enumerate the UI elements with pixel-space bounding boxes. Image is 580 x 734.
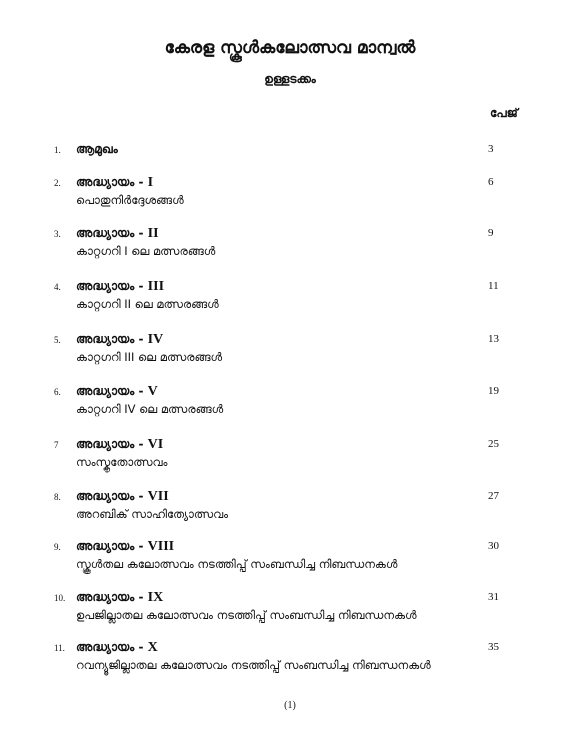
chapter-roman: III xyxy=(147,279,165,294)
page-number: 25 xyxy=(488,438,499,450)
page-column-header: പേജ് xyxy=(490,106,518,120)
chapter-label: അദ്ധ്യായം - xyxy=(76,332,148,346)
entry-number: 9. xyxy=(54,542,61,552)
chapter-label: ആമുഖം xyxy=(76,142,118,156)
chapter-title xyxy=(76,539,174,555)
toc-entry xyxy=(0,640,580,680)
page-number: 30 xyxy=(488,540,499,552)
chapter-roman: IX xyxy=(147,590,164,605)
entry-number: 4. xyxy=(54,282,61,292)
page-number: 27 xyxy=(488,490,499,502)
entry-number: 11. xyxy=(54,643,65,653)
document-title: കേരള സ്കൂൾകലോത്സവ മാന്വൽ xyxy=(164,38,416,58)
chapter-roman: VI xyxy=(147,437,164,452)
chapter-title xyxy=(76,437,163,453)
chapter-label: അദ്ധ്യായം - xyxy=(76,175,148,189)
toc-entry xyxy=(0,489,580,529)
entry-number: 10. xyxy=(54,593,66,603)
chapter-title xyxy=(76,384,158,400)
chapter-title xyxy=(76,142,118,158)
entry-number: 3. xyxy=(54,229,61,239)
chapter-description: പൊതുനിർദ്ദേശങ്ങൾ xyxy=(76,193,184,207)
chapter-label: അദ്ധ്യായം - xyxy=(76,640,148,654)
toc-entry xyxy=(0,226,580,266)
entry-number: 7 xyxy=(54,440,59,450)
chapter-title xyxy=(76,489,169,505)
chapter-description: റവന്യൂജില്ലാതല കലോത്സവം നടത്തിപ്പ് സംബന്ധിച്ച നിബന്ധനകൾ xyxy=(76,658,431,672)
contents-heading: ഉള്ളടക്കം xyxy=(264,72,316,86)
chapter-description: കാറ്റഗറി I ലെ മത്സരങ്ങൾ xyxy=(76,244,216,258)
chapter-description: കാറ്റഗറി II ലെ മത്സരങ്ങൾ xyxy=(76,297,219,311)
chapter-label: അദ്ധ്യായം - xyxy=(76,590,148,604)
page-number: 31 xyxy=(488,591,499,603)
entry-number: 5. xyxy=(54,335,61,345)
entry-number: 6. xyxy=(54,387,61,397)
toc-entry xyxy=(0,332,580,372)
chapter-title xyxy=(76,175,153,191)
toc-entry xyxy=(0,384,580,424)
chapter-roman: IV xyxy=(147,332,164,347)
chapter-label: അദ്ധ്യായം - xyxy=(76,489,148,503)
entry-number: 1. xyxy=(54,145,61,155)
chapter-roman: VIII xyxy=(147,539,175,554)
page-number: 13 xyxy=(488,333,499,345)
chapter-roman: X xyxy=(147,640,158,655)
chapter-title xyxy=(76,332,163,348)
chapter-description: കാറ്റഗറി III ലെ മത്സരങ്ങൾ xyxy=(76,350,223,364)
chapter-description: സ്കൂൾതല കലോത്സവം നടത്തിപ്പ് സംബന്ധിച്ച നിബന്ധനകൾ xyxy=(76,557,398,571)
chapter-description: സംസ്കൃതോത്സവം xyxy=(76,455,168,469)
page-number: 35 xyxy=(488,641,499,653)
toc-entry xyxy=(0,279,580,319)
chapter-label: അദ്ധ്യായം - xyxy=(76,279,148,293)
chapter-description: അറബിക് സാഹിത്യോത്സവം xyxy=(76,507,229,521)
chapter-label: അദ്ധ്യായം - xyxy=(76,437,148,451)
entry-number: 2. xyxy=(54,178,61,188)
chapter-label: അദ്ധ്യായം - xyxy=(76,384,148,398)
chapter-description: ഉപജില്ലാതല കലോത്സവം നടത്തിപ്പ് സംബന്ധിച്ച നിബന്ധനകൾ xyxy=(76,608,417,622)
page-number: 19 xyxy=(488,385,499,397)
toc-entry xyxy=(0,590,580,630)
toc-entry xyxy=(0,437,580,477)
chapter-label: അദ്ധ്യായം - xyxy=(76,226,148,240)
chapter-title xyxy=(76,279,164,295)
chapter-roman: II xyxy=(147,226,159,241)
page-number: 3 xyxy=(488,143,494,155)
chapter-roman: I xyxy=(147,175,154,190)
chapter-label: അദ്ധ്യായം - xyxy=(76,539,148,553)
chapter-description: കാറ്റഗറി IV ലെ മത്സരങ്ങൾ xyxy=(76,402,224,416)
chapter-title xyxy=(76,590,163,606)
toc-entry xyxy=(0,175,580,215)
chapter-roman: V xyxy=(147,384,158,399)
page-number: 6 xyxy=(488,176,494,188)
chapter-roman: VII xyxy=(147,489,169,504)
chapter-title xyxy=(76,640,158,656)
entry-number: 8. xyxy=(54,492,61,502)
toc-entry xyxy=(0,539,580,579)
page-number: 11 xyxy=(488,280,499,292)
page-number: 9 xyxy=(488,227,494,239)
chapter-title xyxy=(76,226,159,242)
page-footer-number: (1) xyxy=(284,700,296,711)
